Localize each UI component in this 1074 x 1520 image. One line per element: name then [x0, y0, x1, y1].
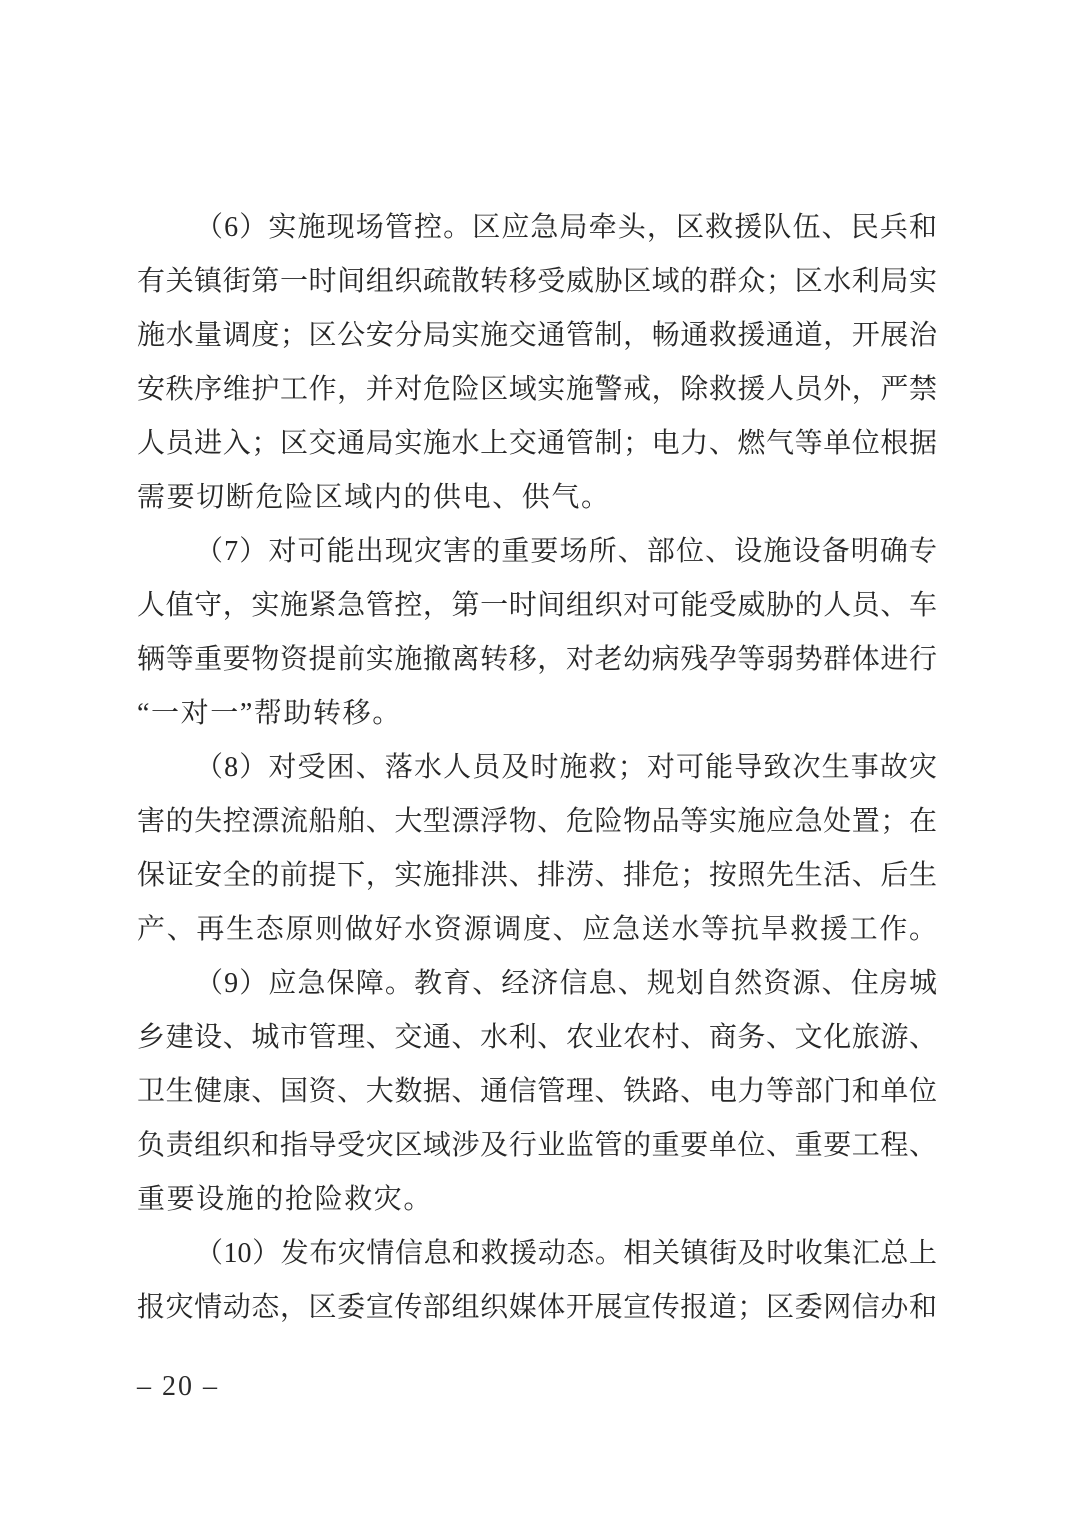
text-line: 有关镇街第一时间组织疏散转移受威胁区域的群众；区水利局实 — [137, 266, 937, 297]
paragraph-item-10 — [137, 1227, 937, 1335]
text-line: 人员进入；区交通局实施水上交通管制；电力、燃气等单位根据 — [137, 428, 937, 459]
text-line: 人值守，实施紧急管控，第一时间组织对可能受威胁的人员、车 — [137, 590, 937, 621]
text-line: 辆等重要物资提前实施撤离转移，对老幼病残孕等弱势群体进行 — [137, 644, 937, 675]
text-line: “一对一”帮助转移。 — [137, 698, 402, 729]
text-line: 害的失控漂流船舶、大型漂浮物、危险物品等实施应急处置；在 — [137, 806, 937, 837]
text-line: （6）实施现场管控。区应急局牵头，区救援队伍、民兵和 — [195, 212, 937, 243]
paragraph-item-8 — [137, 741, 937, 957]
text-line: 施水量调度；区公安分局实施交通管制，畅通救援通道，开展治 — [137, 320, 937, 351]
text-line: 保证安全的前提下，实施排洪、排涝、排危；按照先生活、后生 — [137, 860, 937, 891]
text-line: （8）对受困、落水人员及时施救；对可能导致次生事故灾 — [195, 752, 937, 783]
text-line: （7）对可能出现灾害的重要场所、部位、设施设备明确专 — [195, 536, 937, 567]
text-line: 乡建设、城市管理、交通、水利、农业农村、商务、文化旅游、 — [137, 1022, 937, 1053]
document-body — [137, 201, 937, 1335]
text-line: 需要切断危险区域内的供电、供气。 — [137, 482, 611, 513]
text-line: 负责组织和指导受灾区域涉及行业监管的重要单位、重要工程、 — [137, 1130, 937, 1161]
text-line: （9）应急保障。教育、经济信息、规划自然资源、住房城 — [195, 968, 937, 999]
paragraph-item-6 — [137, 201, 937, 525]
text-line: 报灾情动态，区委宣传部组织媒体开展宣传报道；区委网信办和 — [137, 1292, 937, 1323]
text-line: 重要设施的抢险救灾。 — [137, 1184, 434, 1215]
text-line: 产、再生态原则做好水资源调度、应急送水等抗旱救援工作。 — [137, 914, 937, 945]
paragraph-item-9 — [137, 957, 937, 1227]
text-line: 安秩序维护工作，并对危险区域实施警戒，除救援人员外，严禁 — [137, 374, 937, 405]
text-line: （10）发布灾情信息和救援动态。相关镇街及时收集汇总上 — [195, 1238, 937, 1269]
page-number: – 20 – — [137, 1371, 219, 1402]
paragraph-item-7 — [137, 525, 937, 741]
text-line: 卫生健康、国资、大数据、通信管理、铁路、电力等部门和单位 — [137, 1076, 937, 1107]
